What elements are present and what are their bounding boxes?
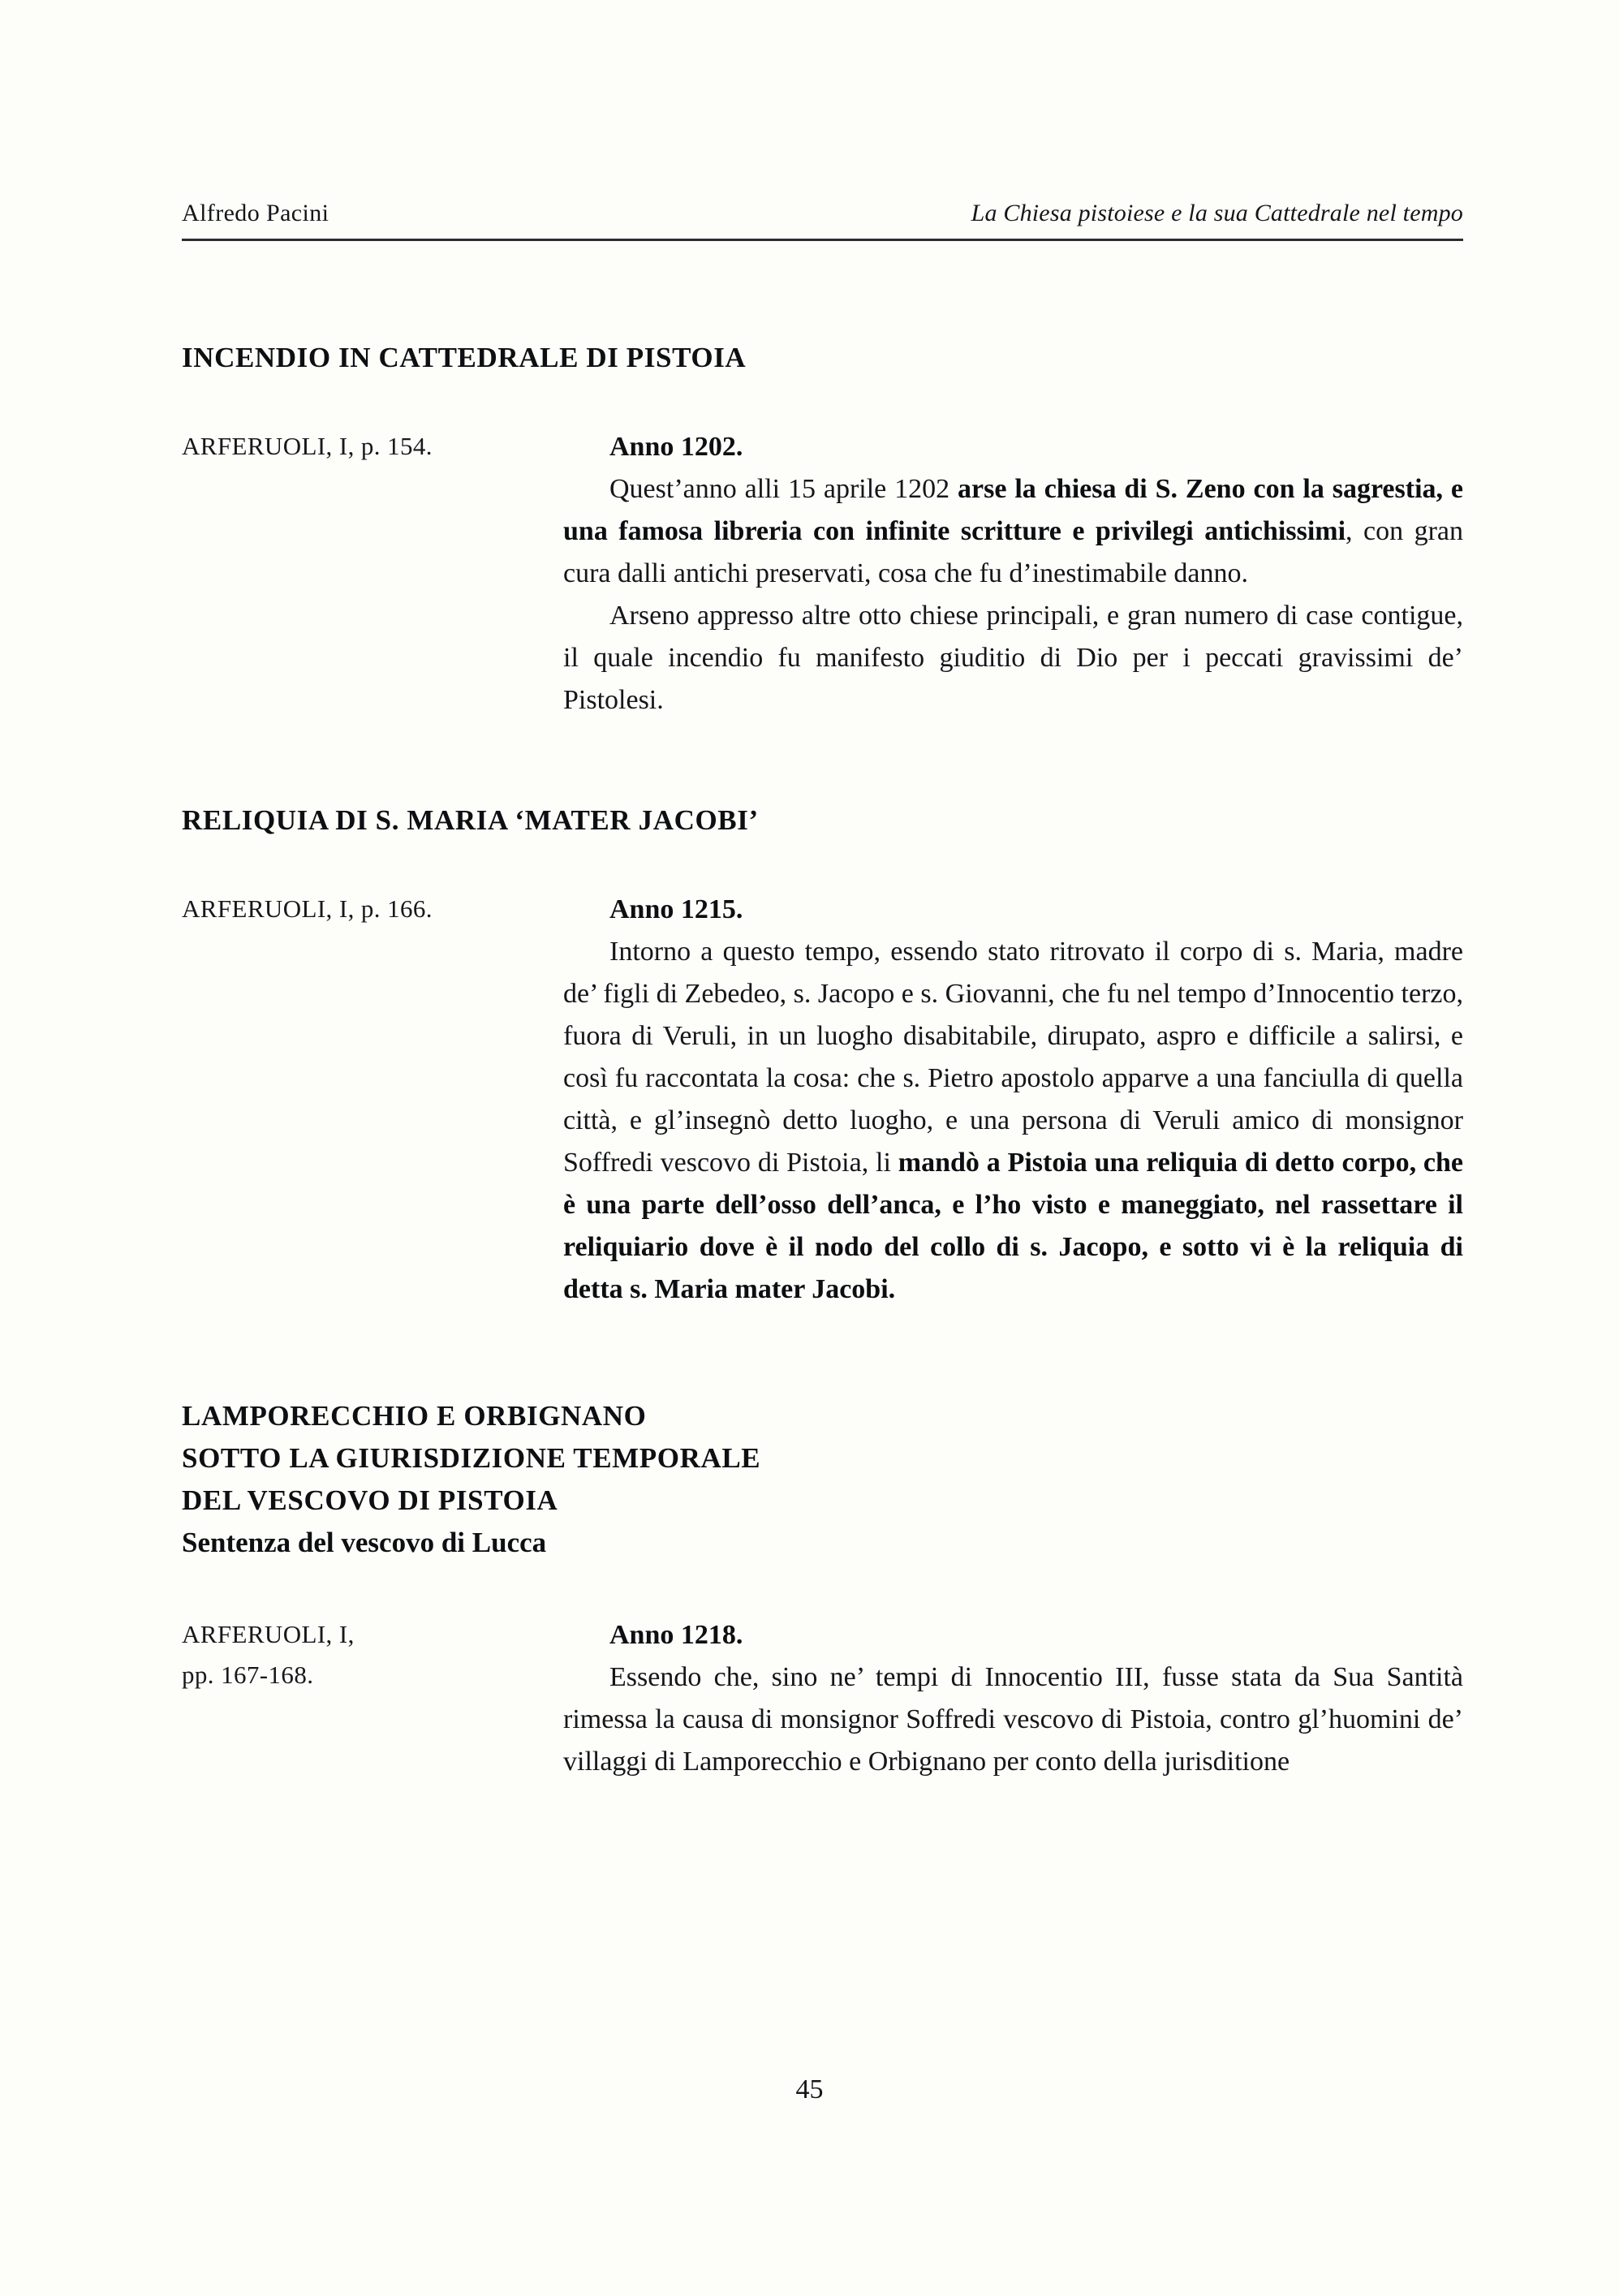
paragraph: [563, 595, 1463, 722]
source-note: [182, 1614, 563, 1695]
author-name: Alfredo Pacini: [182, 200, 329, 226]
paragraph-text-bold: mandò a Pistoia una reliquia di detto corpo, che è una parte dell’osso dell’anca, e l’ho visto e maneggiato, nel rassettare il reliquiario dove è il nodo del collo di s. Jacopo, e sotto vi è la reliquia di detta s. Maria mater Jacobi.: [563, 1148, 1463, 1304]
body-column: [563, 1614, 1463, 1783]
section-reliquia-body: [182, 889, 1463, 1311]
section-heading-line: DEL VESCOVO DI PISTOIA: [182, 1484, 558, 1516]
paragraph-text: , con gran cura dalli antichi preservati, cosa che fu d’inestimabile danno.: [563, 516, 1463, 588]
section-heading-incendio: INCENDIO IN CATTEDRALE DI PISTOIA: [182, 342, 747, 373]
anno-label: Anno 1218.: [609, 1620, 743, 1650]
source-reference: ARFERUOLI, I, p. 154.: [182, 432, 433, 460]
section-heading-reliquia: RELIQUIA DI S. MARIA ‘MATER JACOBI’: [182, 804, 759, 836]
section-heading-line: LAMPORECCHIO E ORBIGNANO: [182, 1400, 647, 1432]
paragraph: [563, 931, 1463, 1311]
paragraph: [563, 468, 1463, 595]
anno-label: Anno 1215.: [609, 894, 743, 924]
body-column: [563, 426, 1463, 722]
source-reference-line: ARFERUOLI, I,: [182, 1620, 355, 1648]
source-note: [182, 426, 563, 467]
paragraph-text: Arseno appresso altre otto chiese principali, e gran numero di case contigue, il quale incendio fu manifesto giuditio di Dio per i peccati gravissimi de’ Pistolesi.: [563, 601, 1463, 715]
section-lamporecchio-body: [182, 1614, 1463, 1783]
section-heading-line: SOTTO LA GIURISDIZIONE TEMPORALE: [182, 1442, 761, 1474]
source-reference-line: pp. 167-168.: [182, 1661, 314, 1689]
page-number: 45: [795, 2074, 824, 2104]
book-title: La Chiesa pistoiese e la sua Cattedrale nel tempo: [971, 200, 1463, 226]
section-heading-lamporecchio: [182, 1395, 1463, 1564]
running-header: [182, 200, 1463, 241]
section-subheading: Sentenza del vescovo di Lucca: [182, 1527, 547, 1558]
body-column: [563, 889, 1463, 1311]
paragraph-text-bold: arse la chiesa di S. Zeno con la sagrestia, e una famosa libreria con infinite scritture e privilegi antichissimi: [563, 474, 1464, 546]
section-incendio-body: [182, 426, 1463, 722]
source-reference: ARFERUOLI, I, p. 166.: [182, 894, 433, 923]
paragraph-text: Essendo che, sino ne’ tempi di Innocentio III, fusse stata da Sua Santità rimessa la causa di monsignor Soffredi vescovo di Pistoia, contro gl’huomini de’ villaggi di Lamporecchio e Orbignano per conto della jurisditione: [563, 1662, 1463, 1777]
paragraph-text: Quest’anno alli 15 aprile 1202: [609, 474, 958, 504]
source-note: [182, 889, 563, 929]
paragraph: [563, 1656, 1463, 1783]
paragraph-text: Intorno a questo tempo, essendo stato ritrovato il corpo di s. Maria, madre de’ figli di Zebedeo, s. Jacopo e s. Giovanni, che fu nel tempo d’Innocentio terzo, fuora di Veruli, in un luogho disabitabile, dirupato, aspro e difficile a salirsi, e così fu raccontata la cosa: che s. Pietro apostolo apparve a una fanciulla di quella città, e gl’insegnò detto luogho, e una persona di Veruli amico di monsignor Soffredi vescovo di Pistoia, li: [563, 937, 1463, 1178]
anno-label: Anno 1202.: [609, 432, 743, 462]
